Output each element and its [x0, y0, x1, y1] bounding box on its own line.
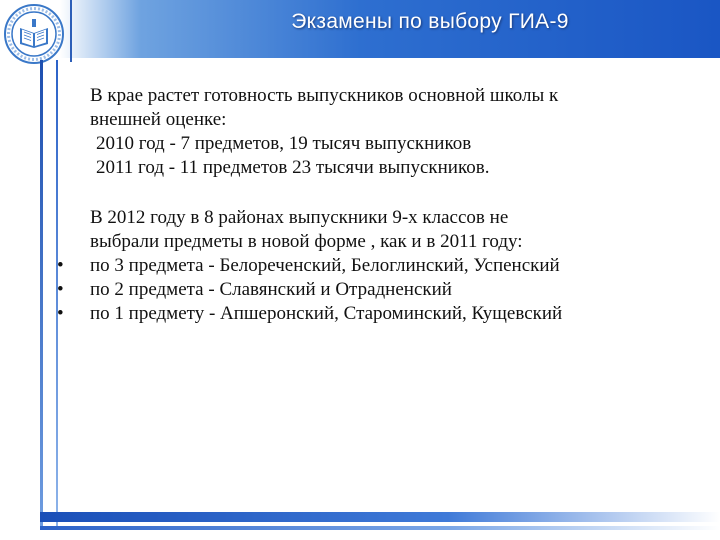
list-item [57, 254, 710, 278]
bullet-icon: • [57, 279, 64, 300]
stat-2010: 2010 год - 7 предметов, 19 тысяч выпускников [96, 133, 472, 154]
paragraph-line: В 2012 году в 8 районах выпускники 9-х классов не [90, 207, 509, 228]
list-item-text: по 3 предмета - Белореченский, Белоглинский, Успенский [90, 255, 560, 276]
paragraph-readiness [90, 84, 710, 180]
bullet-icon: • [57, 255, 64, 276]
district-list [57, 254, 710, 326]
list-item [57, 278, 710, 302]
left-vertical-bar [40, 60, 43, 530]
paragraph-line: внешней оценке: [90, 109, 227, 130]
list-item-text: по 2 предмета - Славянский и Отрадненский [90, 279, 452, 300]
bottom-bar [40, 512, 720, 522]
slide-content [57, 84, 710, 326]
paragraph-line: выбрали предметы в новой форме , как и в 2011 году: [90, 231, 523, 252]
bullet-icon: • [57, 303, 64, 324]
header-divider [70, 0, 72, 62]
stat-2011: 2011 год - 11 предметов 23 тысячи выпускников. [96, 157, 490, 178]
bottom-bar-thin [40, 526, 720, 530]
paragraph-line: В крае растет готовность выпускников основной школы к [90, 85, 559, 106]
page-title: Экзамены по выбору ГИА-9 [291, 10, 569, 33]
list-item-text: по 1 предмету - Апшеронский, Староминский, Кущевский [90, 303, 563, 324]
paragraph-2012 [57, 206, 710, 326]
book-emblem-icon [2, 2, 66, 66]
list-item [57, 302, 710, 326]
